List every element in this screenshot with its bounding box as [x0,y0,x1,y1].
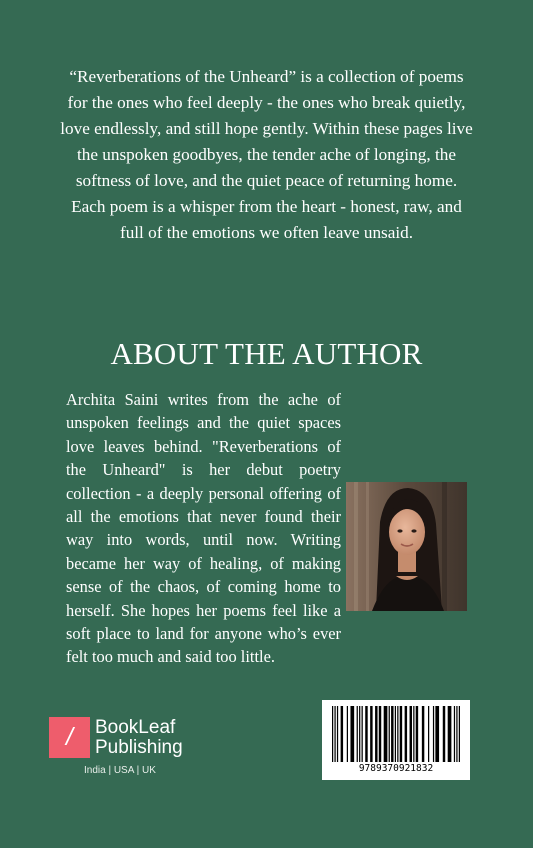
barcode-bar [454,706,455,762]
publisher-name-line1: BookLeaf [95,717,176,738]
barcode-bar [375,706,377,762]
slash-icon: / [49,717,90,758]
barcode-bar [459,706,460,762]
barcode-bar [433,706,434,762]
barcode-bar [347,706,348,762]
barcode-bar [405,706,407,762]
barcode-bar [391,706,393,762]
author-portrait-image [346,482,467,611]
barcode-bar [435,706,439,762]
barcode-bar [456,706,457,762]
barcode-bar [359,706,360,762]
barcode-bar [410,706,412,762]
book-blurb: “Reverberations of the Unheard” is a collection of poems for the ones who feel deeply - the ones who break quietly, love endlessly, and still hope gently. Within these pages live the unspoken goodbyes, the tender ache of longing, the softness of love, and the quiet peace of returning home. Each poem is a whisper from the heart - honest, raw, and full of the emotions we often leave unsaid. [60,67,473,242]
barcode-bar [379,706,381,762]
barcode-bar [389,706,390,762]
barcode-bar [384,706,388,762]
barcode-bar [370,706,372,762]
barcode-bar [350,706,354,762]
barcode-bars [332,706,460,762]
barcode-bar [422,706,424,762]
barcode-bar [365,706,367,762]
barcode-bar [395,706,396,762]
barcode-bar [400,706,402,762]
barcode-bar [362,706,363,762]
isbn-number: 9789370921832 [358,763,434,774]
barcode-bar [332,706,333,762]
barcode-bar [428,706,429,762]
barcode-bar [416,706,418,762]
isbn-barcode [322,700,470,780]
author-bio: Archita Saini writes from the ache of unspoken feelings and the quiet spaces love leaves behind. "Reverberations of the Unheard" is her debut poetry collection - a deeply personal offering of all the emotions that never found their way into words, until now. Writing became her way of healing, of making sense of the chaos, of coming home to herself. She hopes her poems feel like a soft place to land for anyone who’s ever felt too much and said too little. [66,390,341,667]
publisher-name-line2: Publishing [95,737,183,758]
barcode-bar [413,706,414,762]
barcode-bar [443,706,445,762]
barcode-bar [341,706,343,762]
publisher-logo [49,717,229,762]
publisher-regions: India | USA | UK [84,765,156,776]
barcode-bar [357,706,358,762]
author-photo [346,482,467,611]
barcode-bar [337,706,338,762]
about-author-heading: ABOUT THE AUTHOR [110,336,423,371]
barcode-bar [448,706,452,762]
barcode-bar [334,706,335,762]
barcode-bar [397,706,398,762]
